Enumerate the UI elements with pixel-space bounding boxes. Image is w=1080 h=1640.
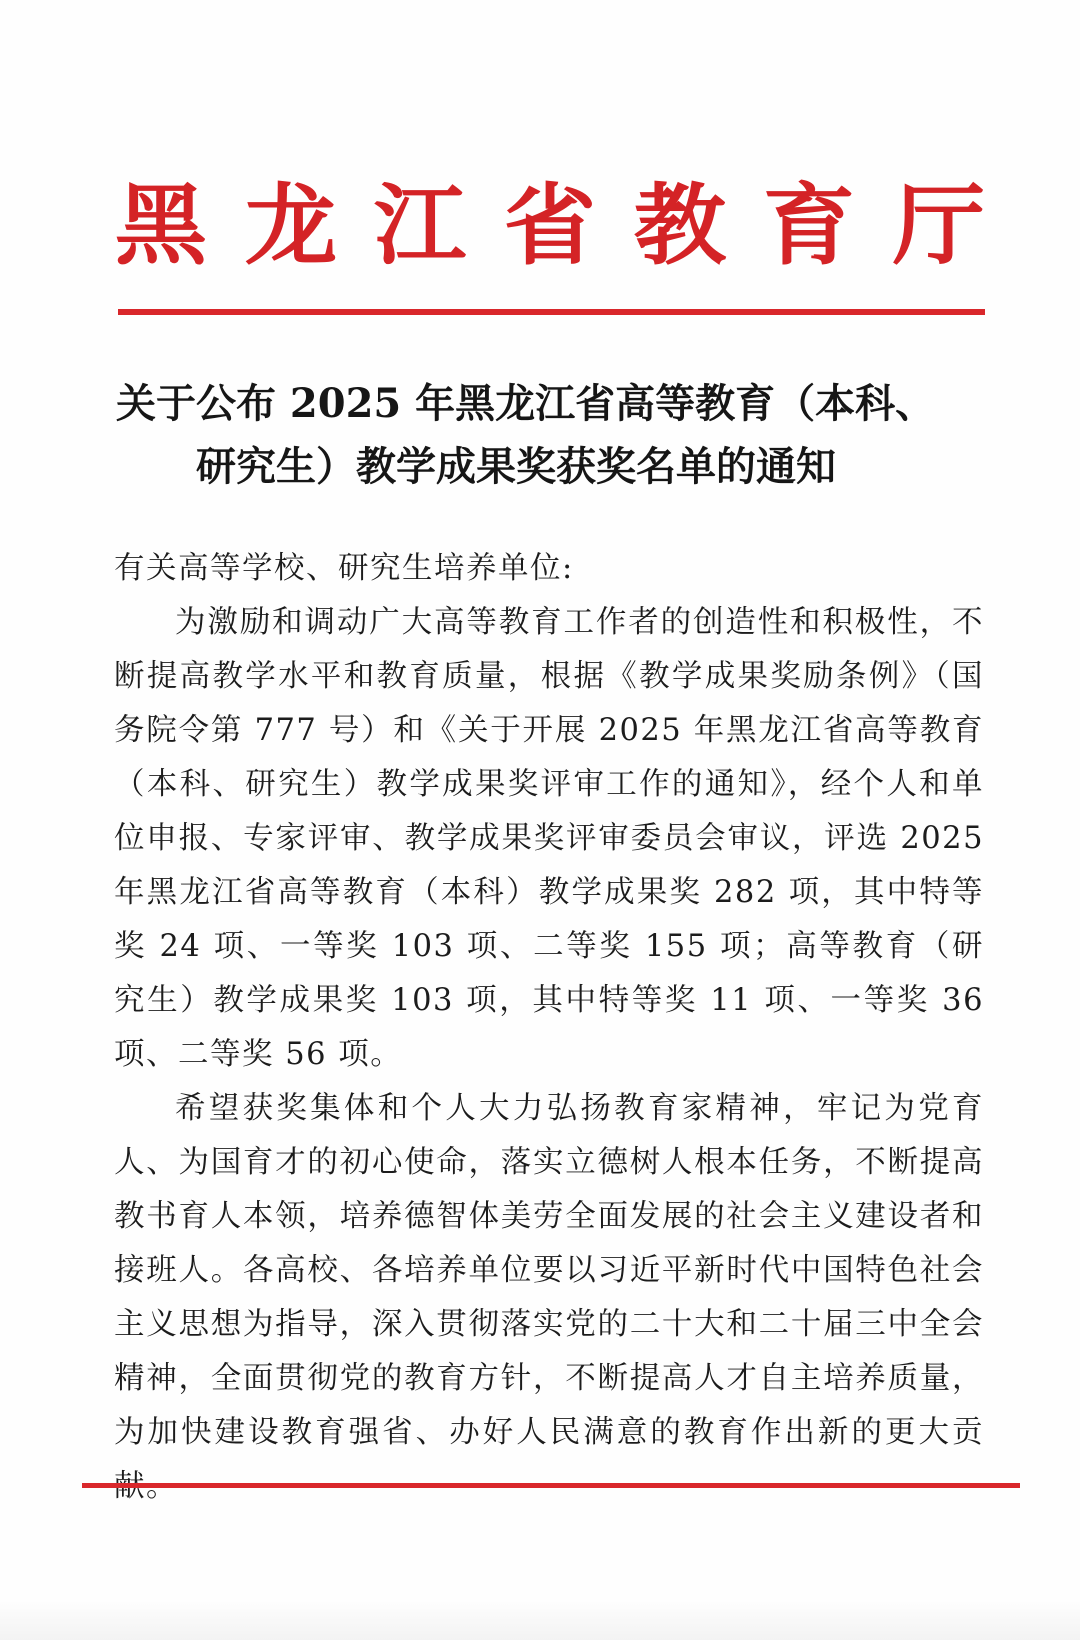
paragraph-2: 希望获奖集体和个人大力弘扬教育家精神，牢记为党育人、为国育才的初心使命，落实立德树人根本任务，不断提高教书育人本领，培养德智体美劳全面发展的社会主义建设者和接班人。各高校、各培养单位要以习近平新时代中国特色社会主义思想为指导，深入贯彻落实党的二十大和二十届三中全会精神，全面贯彻党的教育方针，不断提高人才自主培养质量，为加快建设教育强省、办好人民满意的教育作出新的更大贡	[114, 1091, 984, 1450]
header-red-rule	[118, 309, 985, 315]
masthead-char: 黑	[114, 173, 208, 277]
masthead-char: 厅	[892, 173, 986, 277]
footer-red-rule	[82, 1483, 1020, 1488]
salutation: 有关高等学校、研究生培养单位:	[114, 551, 574, 586]
paragraph-1: 为激励和调动广大高等教育工作者的创造性和积极性，不断提高教学水平和教育质量，根据《教学成果奖励条例》（国务院令第 777 号）和《关于开展 2025 年黑龙江省高等教育（本科、研究生）教学成果奖评审工作的通知》，经个人和单位申报、专家评审、教学成果奖评审委员会审议，评选 2025 年黑龙江省高等教育（本科）教学成果奖 282 项，其中特等奖 24 项、一等奖 103 项、二等奖 155 项；高等教育（研究生）教学成果奖 103 项，其中特等奖 11 项、一等奖 36 项、二等奖 56 项。	[114, 605, 984, 1072]
masthead-char: 江	[374, 173, 467, 277]
notice-body	[114, 542, 984, 1514]
notice-title-line1: 关于公布 2025 年黑龙江省高等教育（本科、	[116, 380, 936, 427]
masthead-char: 龙	[244, 173, 337, 277]
masthead-char: 教	[633, 173, 726, 277]
page-bottom-edge	[0, 1600, 1080, 1640]
notice-title-line2: 研究生）教学成果奖获奖名单的通知	[196, 443, 836, 490]
masthead-char: 育	[763, 173, 856, 277]
masthead-char: 省	[503, 173, 597, 277]
masthead-title	[115, 170, 985, 280]
notice-title	[116, 372, 976, 498]
